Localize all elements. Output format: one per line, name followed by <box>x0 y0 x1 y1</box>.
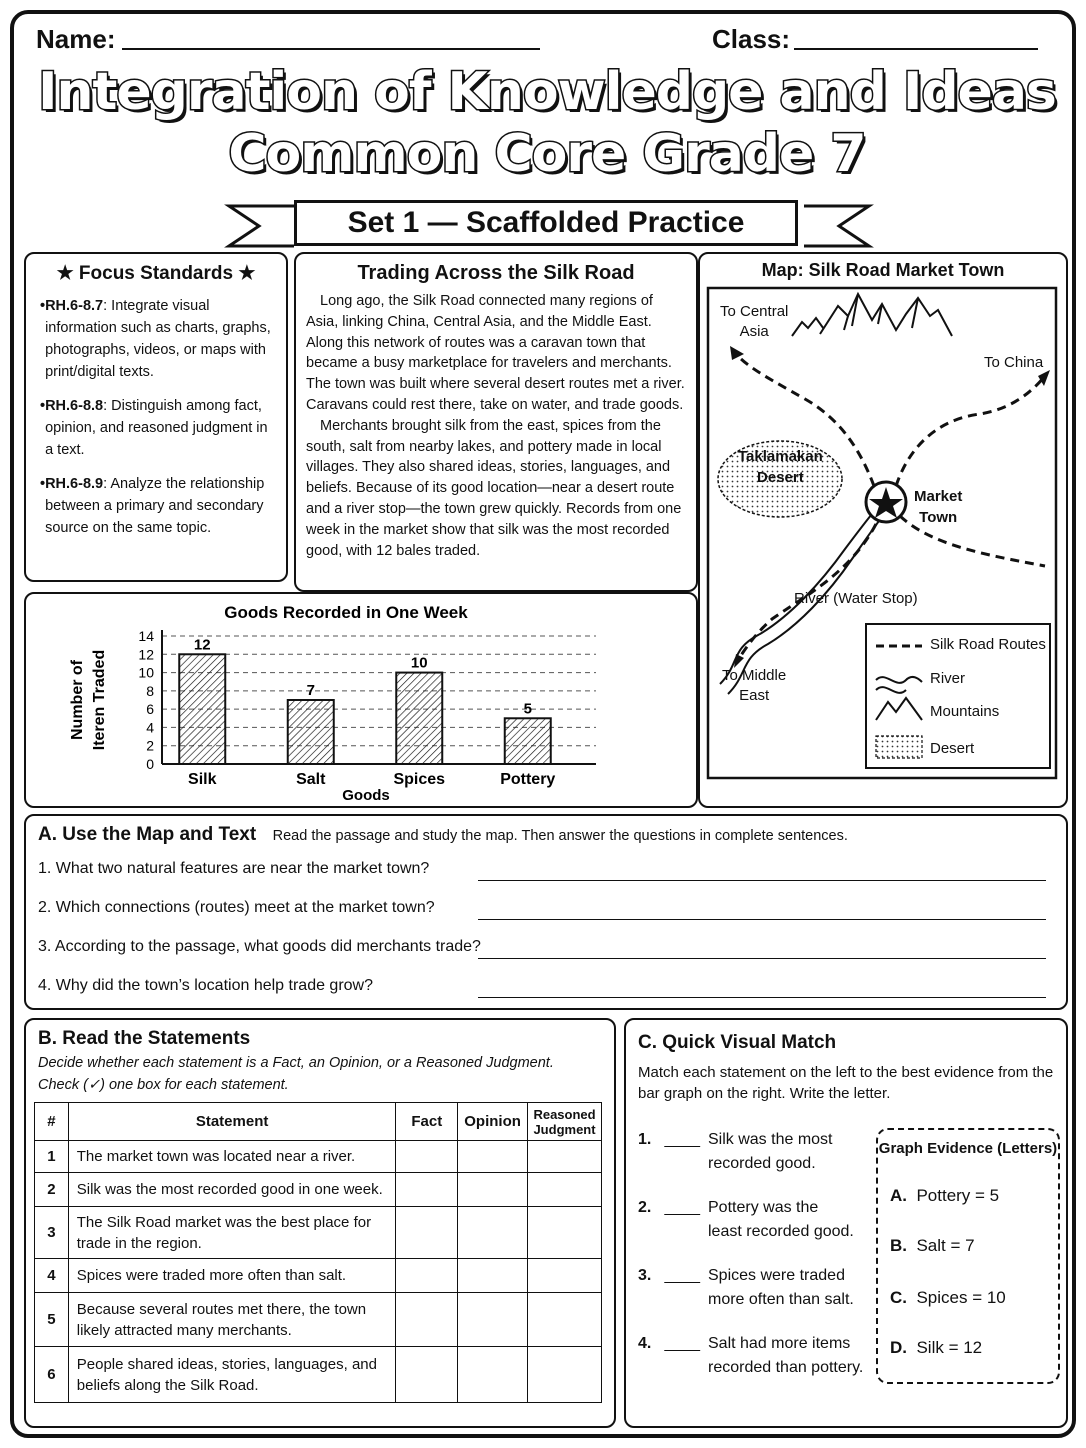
fact-checkbox[interactable] <box>396 1293 458 1347</box>
answer-blank[interactable]: ____ <box>664 1199 701 1216</box>
y-tick-label: 2 <box>146 737 154 754</box>
answer-blank[interactable]: ____ <box>664 1131 701 1148</box>
answer-line-4[interactable] <box>478 997 1046 998</box>
page-title-line-2: Common Core Grade 7 <box>228 124 866 184</box>
statement-text: The Silk Road market was the best place for trade in the region. <box>68 1207 396 1259</box>
judgment-checkbox[interactable] <box>528 1293 602 1347</box>
answer-line-2[interactable] <box>478 919 1046 920</box>
worksheet-page <box>10 10 1076 1438</box>
answer-blank[interactable]: ____ <box>664 1335 701 1352</box>
evidence-item-a: A. Pottery = 5 <box>890 1186 1000 1205</box>
match-item: 2. ____ Pottery was the least recorded good. <box>638 1196 712 1220</box>
col-opinion: Opinion <box>458 1103 528 1141</box>
section-c-box <box>624 1018 1068 1428</box>
class-label: Class: <box>712 24 791 54</box>
fact-checkbox[interactable] <box>396 1173 458 1207</box>
evidence-title: Graph Evidence (Letters) <box>878 1140 1058 1157</box>
judgment-checkbox[interactable] <box>528 1207 602 1259</box>
question-4: 4. Why did the town’s location help trade grow? <box>38 977 374 994</box>
y-axis-label-line-2: Iteren Traded <box>91 649 108 751</box>
legend-river-label: River <box>930 670 966 687</box>
opinion-checkbox[interactable] <box>458 1259 528 1293</box>
section-b-box <box>24 1018 616 1428</box>
evidence-item-c: C. Spices = 10 <box>890 1288 1006 1307</box>
name-line <box>122 48 540 50</box>
y-axis-label-line-1: Number of <box>69 660 86 740</box>
label-to-central-asia: To Central Asia <box>720 303 789 340</box>
name-label: Name: <box>36 24 116 54</box>
label-to-china: To China <box>984 354 1044 371</box>
y-tick-label: 6 <box>146 701 154 718</box>
standard-item: • RH.6-8.9: Analyze the relationship between a primary and secondary source on the same topic. <box>40 476 265 536</box>
match-item: 1. ____ Silk was the most recorded good. <box>638 1128 712 1152</box>
x-tick-label: Spices <box>393 771 446 788</box>
table-header-row <box>35 1103 602 1141</box>
label-to-middle-east: To Middle East <box>722 667 787 704</box>
mountains-icon <box>792 294 952 336</box>
opinion-checkbox[interactable] <box>458 1347 528 1403</box>
x-axis-label: Goods <box>342 787 390 804</box>
fact-checkbox[interactable] <box>396 1347 458 1403</box>
y-tick-label: 14 <box>138 628 154 644</box>
section-a-header <box>38 824 848 846</box>
judgment-checkbox[interactable] <box>528 1173 602 1207</box>
standards-list <box>26 285 286 539</box>
question-1: 1. What two natural features are near the market town? <box>38 860 430 877</box>
legend-routes-label: Silk Road Routes <box>930 636 1046 653</box>
bar-silk <box>179 654 225 764</box>
data-label: 5 <box>523 700 532 718</box>
judgment-checkbox[interactable] <box>528 1259 602 1293</box>
opinion-checkbox[interactable] <box>458 1293 528 1347</box>
match-item: 3. ____ Spices were traded more often than salt. <box>638 1264 712 1288</box>
x-tick-label: Silk <box>188 771 217 788</box>
row-number: 3 <box>35 1207 69 1259</box>
col-statement: Statement <box>68 1103 396 1141</box>
chart-title: Goods Recorded in One Week <box>224 603 468 622</box>
col-fact: Fact <box>396 1103 458 1141</box>
opinion-checkbox[interactable] <box>458 1141 528 1173</box>
table-row <box>35 1347 602 1403</box>
section-c-instructions: Match each statement on the left to the best evidence from the bar graph on the right. Write the letter. <box>638 1064 1054 1102</box>
col-reasoned-judgment: Reasoned Judgment <box>528 1103 602 1141</box>
y-tick-label: 12 <box>138 646 154 663</box>
section-c-heading: C. Quick Visual Match <box>638 1032 837 1053</box>
y-tick-label: 0 <box>146 756 154 772</box>
fact-checkbox[interactable] <box>396 1207 458 1259</box>
bar-chart-box <box>24 592 698 808</box>
col-number: # <box>35 1103 69 1141</box>
question-2: 2. Which connections (routes) meet at the market town? <box>38 899 435 916</box>
fact-checkbox[interactable] <box>396 1259 458 1293</box>
opinion-checkbox[interactable] <box>458 1207 528 1259</box>
table-row <box>35 1141 602 1173</box>
statement-text: Silk was the most recorded good in one week. <box>68 1173 396 1207</box>
data-label: 7 <box>306 682 315 699</box>
statement-text: Because several routes met there, the town likely attracted many merchants. <box>68 1293 396 1347</box>
question-3: 3. According to the passage, what goods did merchants trade? <box>38 938 481 955</box>
row-number: 6 <box>35 1347 69 1403</box>
standard-item: • RH.6-8.7: Integrate visual information such as charts, graphs, photographs, videos, or maps with print/digital texts. <box>40 298 271 380</box>
judgment-checkbox[interactable] <box>528 1347 602 1403</box>
evidence-item-b: B. Salt = 7 <box>890 1236 975 1255</box>
table-row <box>35 1259 602 1293</box>
passage-box <box>294 252 698 592</box>
table-row <box>35 1207 602 1259</box>
standards-heading: ★ Focus Standards ★ <box>56 263 256 284</box>
match-item: 4. ____ Salt had more items recorded than pottery. <box>638 1332 712 1356</box>
map-box <box>698 252 1068 808</box>
answer-line-3[interactable] <box>478 958 1046 959</box>
passage-paragraph-1: Long ago, the Silk Road connected many regions of Asia, linking China, Central Asia, and the Middle East. Along this network of routes was a caravan town that became a busy marketplace for travelers and merchants. The town was built where several desert routes met a river. Caravans could rest there, take on water, and trade goods. <box>306 293 685 413</box>
statements-table <box>34 1102 602 1403</box>
graph-evidence-box <box>876 1128 1060 1384</box>
row-number: 1 <box>35 1141 69 1173</box>
table-row <box>35 1293 602 1347</box>
opinion-checkbox[interactable] <box>458 1173 528 1207</box>
focus-standards-box <box>24 252 288 582</box>
set-banner: Set 1 — Scaffolded Practice <box>294 200 798 246</box>
row-number: 2 <box>35 1173 69 1207</box>
section-b-instructions: Decide whether each statement is a Fact, an Opinion, or a Reasoned Judgment. Check (✓) one box for each statement. <box>38 1055 554 1093</box>
table-row <box>35 1173 602 1207</box>
bar-pottery <box>505 718 551 764</box>
statement-text: Spices were traded more often than salt. <box>68 1259 396 1293</box>
statement-text: People shared ideas, stories, languages, and beliefs along the Silk Road. <box>68 1347 396 1403</box>
legend-desert-label: Desert <box>930 740 975 757</box>
label-desert: Taklamakan Desert <box>738 448 823 486</box>
bar-spices <box>396 673 442 764</box>
evidence-item-d: D. Silk = 12 <box>890 1338 983 1357</box>
section-a-box <box>24 814 1068 1010</box>
passage-text <box>296 285 696 561</box>
x-tick-label: Salt <box>296 771 326 788</box>
map-title: Map: Silk Road Market Town <box>761 260 1005 280</box>
label-market-town: Market Town <box>914 488 963 526</box>
label-river: River (Water Stop) <box>794 590 918 607</box>
section-b-heading: B. Read the Statements <box>38 1028 251 1049</box>
y-tick-label: 4 <box>146 719 154 736</box>
section-a-heading: A. Use the Map and Text <box>38 824 257 845</box>
standard-item: • RH.6-8.8: Distinguish among fact, opinion, and reasoned judgment in a text. <box>40 398 268 458</box>
passage-title: Trading Across the Silk Road <box>357 262 635 284</box>
x-tick-label: Pottery <box>500 771 556 788</box>
fact-checkbox[interactable] <box>396 1141 458 1173</box>
bar-salt <box>288 700 334 764</box>
statement-text: The market town was located near a river. <box>68 1141 396 1173</box>
answer-blank[interactable]: ____ <box>664 1267 701 1284</box>
passage-paragraph-2: Merchants brought silk from the east, spices from the south, salt from nearby lakes, and pottery made in local villages. They also shared ideas, stories, languages, and beliefs. Because of its good location—near a desert route and a river stop—the town grew quickly. Records from one week in the market show that silk was the most recorded good, with 12 bales traded. <box>306 417 682 559</box>
y-tick-label: 8 <box>146 682 154 699</box>
section-a-instructions: Read the passage and study the map. Then answer the questions in complete sentences. <box>272 828 848 844</box>
legend-mountains-label: Mountains <box>930 703 1000 720</box>
data-label: 10 <box>410 654 428 672</box>
row-number: 4 <box>35 1259 69 1293</box>
bar-chart <box>26 594 700 810</box>
answer-line-1[interactable] <box>478 880 1046 881</box>
data-label: 12 <box>193 636 211 654</box>
class-line <box>794 48 1038 50</box>
judgment-checkbox[interactable] <box>528 1141 602 1173</box>
y-tick-label: 10 <box>138 664 154 681</box>
page-title-line-1: Integration of Knowledge and Ideas <box>38 62 1056 122</box>
row-number: 5 <box>35 1293 69 1347</box>
